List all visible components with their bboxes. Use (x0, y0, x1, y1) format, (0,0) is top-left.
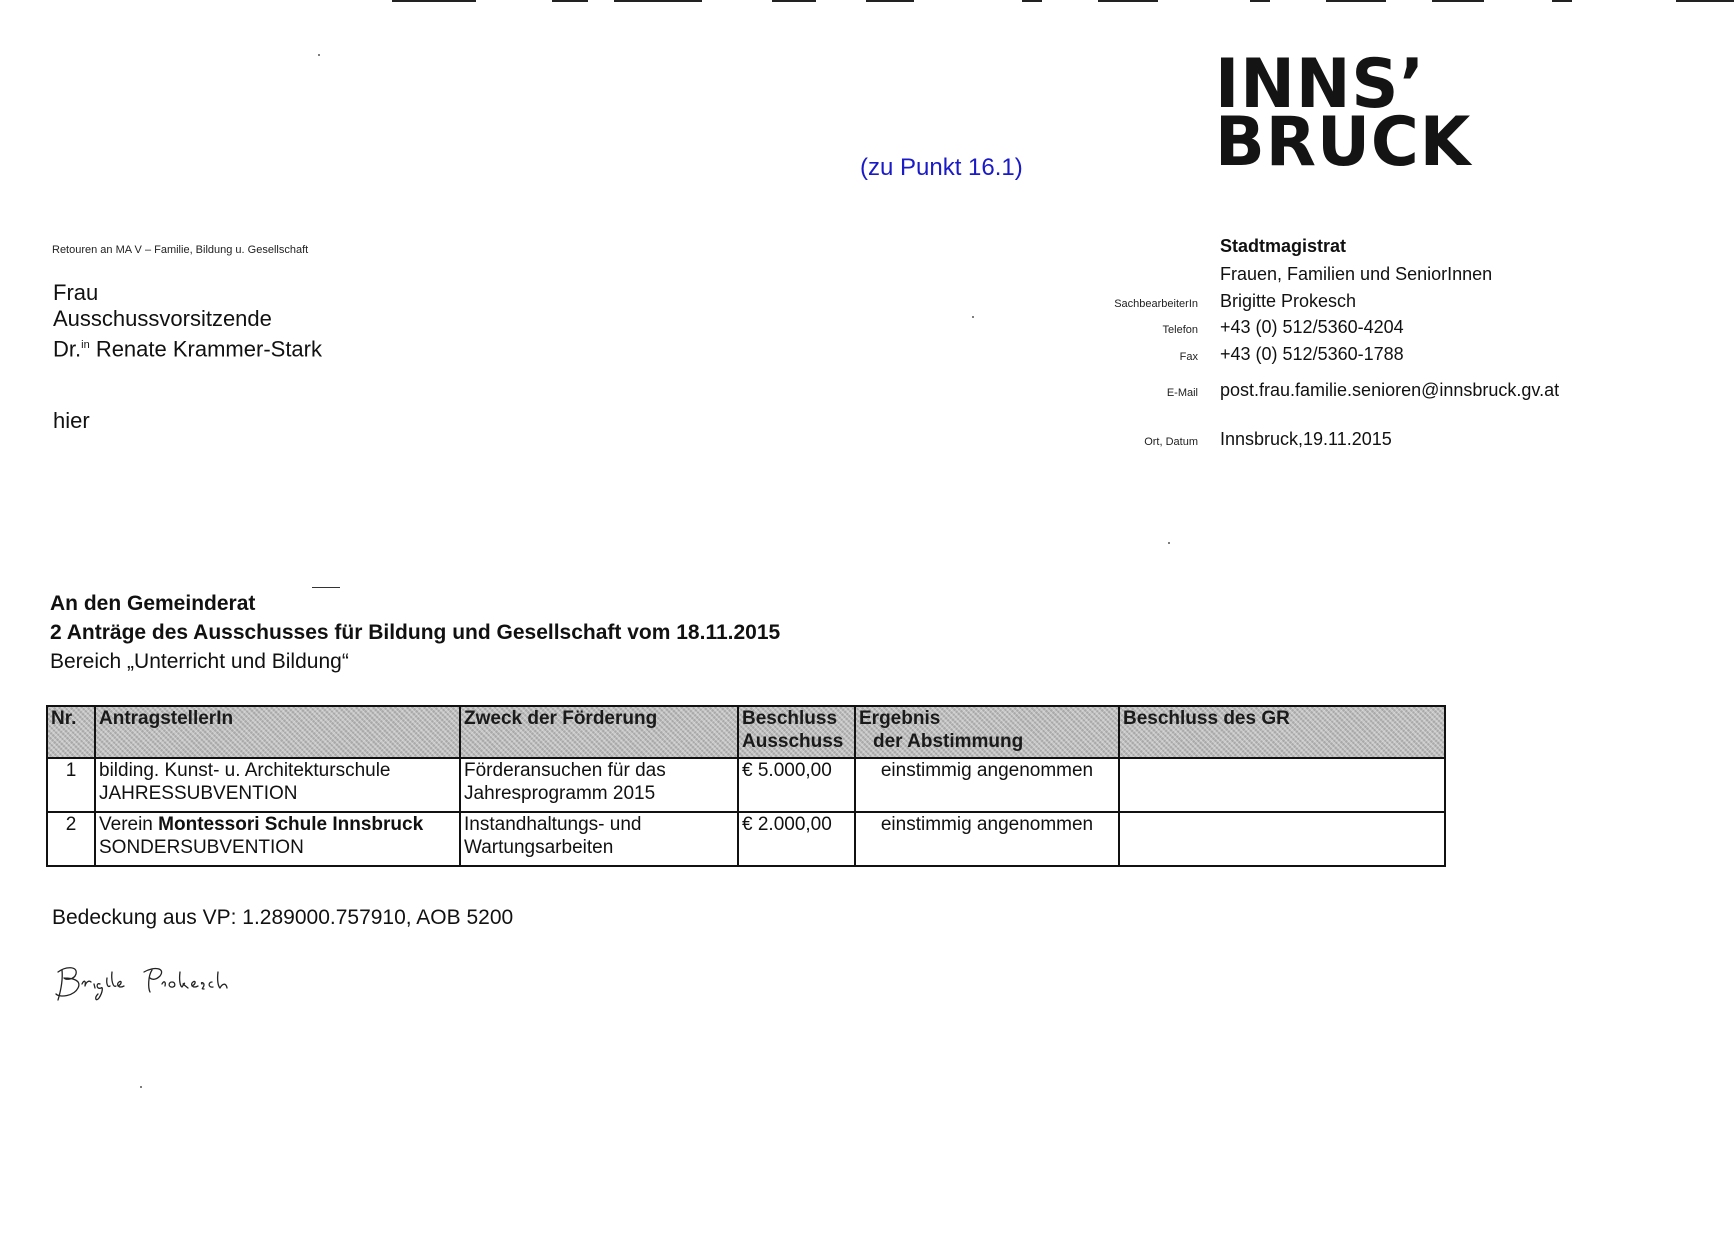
recipient-here: hier (53, 408, 90, 433)
table-header-row (47, 706, 1445, 758)
table-row (47, 812, 1445, 866)
recipient-title-sup: in (81, 339, 90, 351)
row-nr: 2 (47, 812, 95, 866)
row-nr: 1 (47, 758, 95, 812)
fax-label: Fax (1179, 351, 1198, 363)
city-logo (1215, 45, 1472, 182)
row-result: einstimmig angenommen (855, 812, 1119, 866)
recipient-salutation: Frau (53, 280, 99, 305)
place-date-value: Innsbruck,19.11.2015 (1220, 429, 1392, 449)
clerk-value: Brigitte Prokesch (1220, 291, 1357, 311)
email-label: E-Mail (1166, 387, 1198, 399)
header-purpose: Zweck der Förderung (460, 706, 738, 758)
header-nr: Nr. (47, 706, 95, 758)
header-council-decision: Beschluss des GR (1119, 706, 1445, 758)
handwritten-signature (52, 958, 242, 1009)
scan-speck (140, 1086, 142, 1088)
applicant-text: bilding. Kunst- u. Architekturschule (99, 760, 391, 781)
applicant-text: Verein (99, 814, 159, 835)
heading-subject: 2 Anträge des Ausschusses für Bildung und Gesellschaft vom 18.11.2015 (50, 621, 781, 644)
purpose-line1: Förderansuchen für das (464, 760, 666, 781)
scan-artifact (1098, 0, 1158, 2)
scan-artifact (1326, 0, 1386, 2)
row-council-decision (1119, 758, 1445, 812)
scan-artifact (1676, 0, 1734, 2)
table-row (47, 758, 1445, 812)
recipient-name: Renate Krammer-Stark (95, 336, 322, 362)
divider (312, 587, 340, 588)
scan-artifact (1432, 0, 1484, 2)
header-committee-decision (738, 706, 855, 758)
logo-line-1: INNS’ (1215, 45, 1426, 124)
scan-artifact (772, 0, 816, 2)
row-applicant (95, 812, 460, 866)
header-committee-decision-line2: Ausschuss (742, 731, 844, 752)
purpose-line2: Jahresprogramm 2015 (464, 783, 656, 804)
row-purpose (460, 758, 738, 812)
header-applicant: AntragstellerIn (95, 706, 460, 758)
scan-speck (972, 316, 974, 318)
phone-label: Telefon (1162, 324, 1198, 336)
place-date-label: Ort, Datum (1144, 436, 1198, 448)
scan-artifact (614, 0, 702, 2)
heading-recipient: An den Gemeinderat (50, 592, 256, 615)
sender-title: Stadtmagistrat (1220, 236, 1347, 256)
phone-value: +43 (0) 512/5360-4204 (1220, 317, 1404, 337)
return-address: Retouren an MA V – Familie, Bildung u. Gesellschaft (52, 244, 309, 256)
applicant-subsidy-type: JAHRESSUBVENTION (99, 783, 298, 804)
row-result: einstimmig angenommen (855, 758, 1119, 812)
header-vote-result-line1: Ergebnis (859, 708, 941, 729)
scan-speck (318, 54, 320, 56)
applicant-subsidy-type: SONDERSUBVENTION (99, 837, 304, 858)
recipient-title: Dr. (53, 336, 82, 362)
clerk-label: SachbearbeiterIn (1114, 298, 1198, 310)
scan-artifact (1552, 0, 1572, 2)
row-amount: € 5.000,00 (738, 758, 855, 812)
scan-artifact (552, 0, 588, 2)
header-committee-decision-line1: Beschluss (742, 708, 838, 729)
row-amount: € 2.000,00 (738, 812, 855, 866)
purpose-line1: Instandhaltungs- und (464, 814, 642, 835)
sender-department: Frauen, Familien und SeniorInnen (1220, 264, 1493, 284)
reference-note: (zu Punkt 16.1) (860, 154, 1023, 181)
logo-line-2: BRUCK (1215, 103, 1472, 182)
fax-value: +43 (0) 512/5360-1788 (1220, 344, 1404, 364)
scan-artifact (866, 0, 914, 2)
row-council-decision (1119, 812, 1445, 866)
row-purpose (460, 812, 738, 866)
heading-area: Bereich „Unterricht und Bildung“ (50, 650, 349, 673)
recipient-role: Ausschussvorsitzende (53, 306, 272, 331)
scan-speck (1168, 542, 1170, 544)
budget-coverage: Bedeckung aus VP: 1.289000.757910, AOB 5200 (52, 906, 514, 929)
email-value[interactable]: post.frau.familie.senioren@innsbruck.gv.at (1220, 380, 1560, 400)
scan-artifact (1250, 0, 1270, 2)
recipient-name-line (53, 332, 322, 362)
scan-artifact (1022, 0, 1042, 2)
header-vote-result-line2: der Abstimmung (873, 731, 1024, 752)
recipient-block (53, 280, 322, 362)
applicant-bold: Montessori Schule Innsbruck (158, 814, 424, 835)
motions-table (46, 705, 1446, 867)
scan-artifact (392, 0, 476, 2)
purpose-line2: Wartungsarbeiten (464, 837, 614, 858)
header-vote-result (855, 706, 1119, 758)
row-applicant (95, 758, 460, 812)
